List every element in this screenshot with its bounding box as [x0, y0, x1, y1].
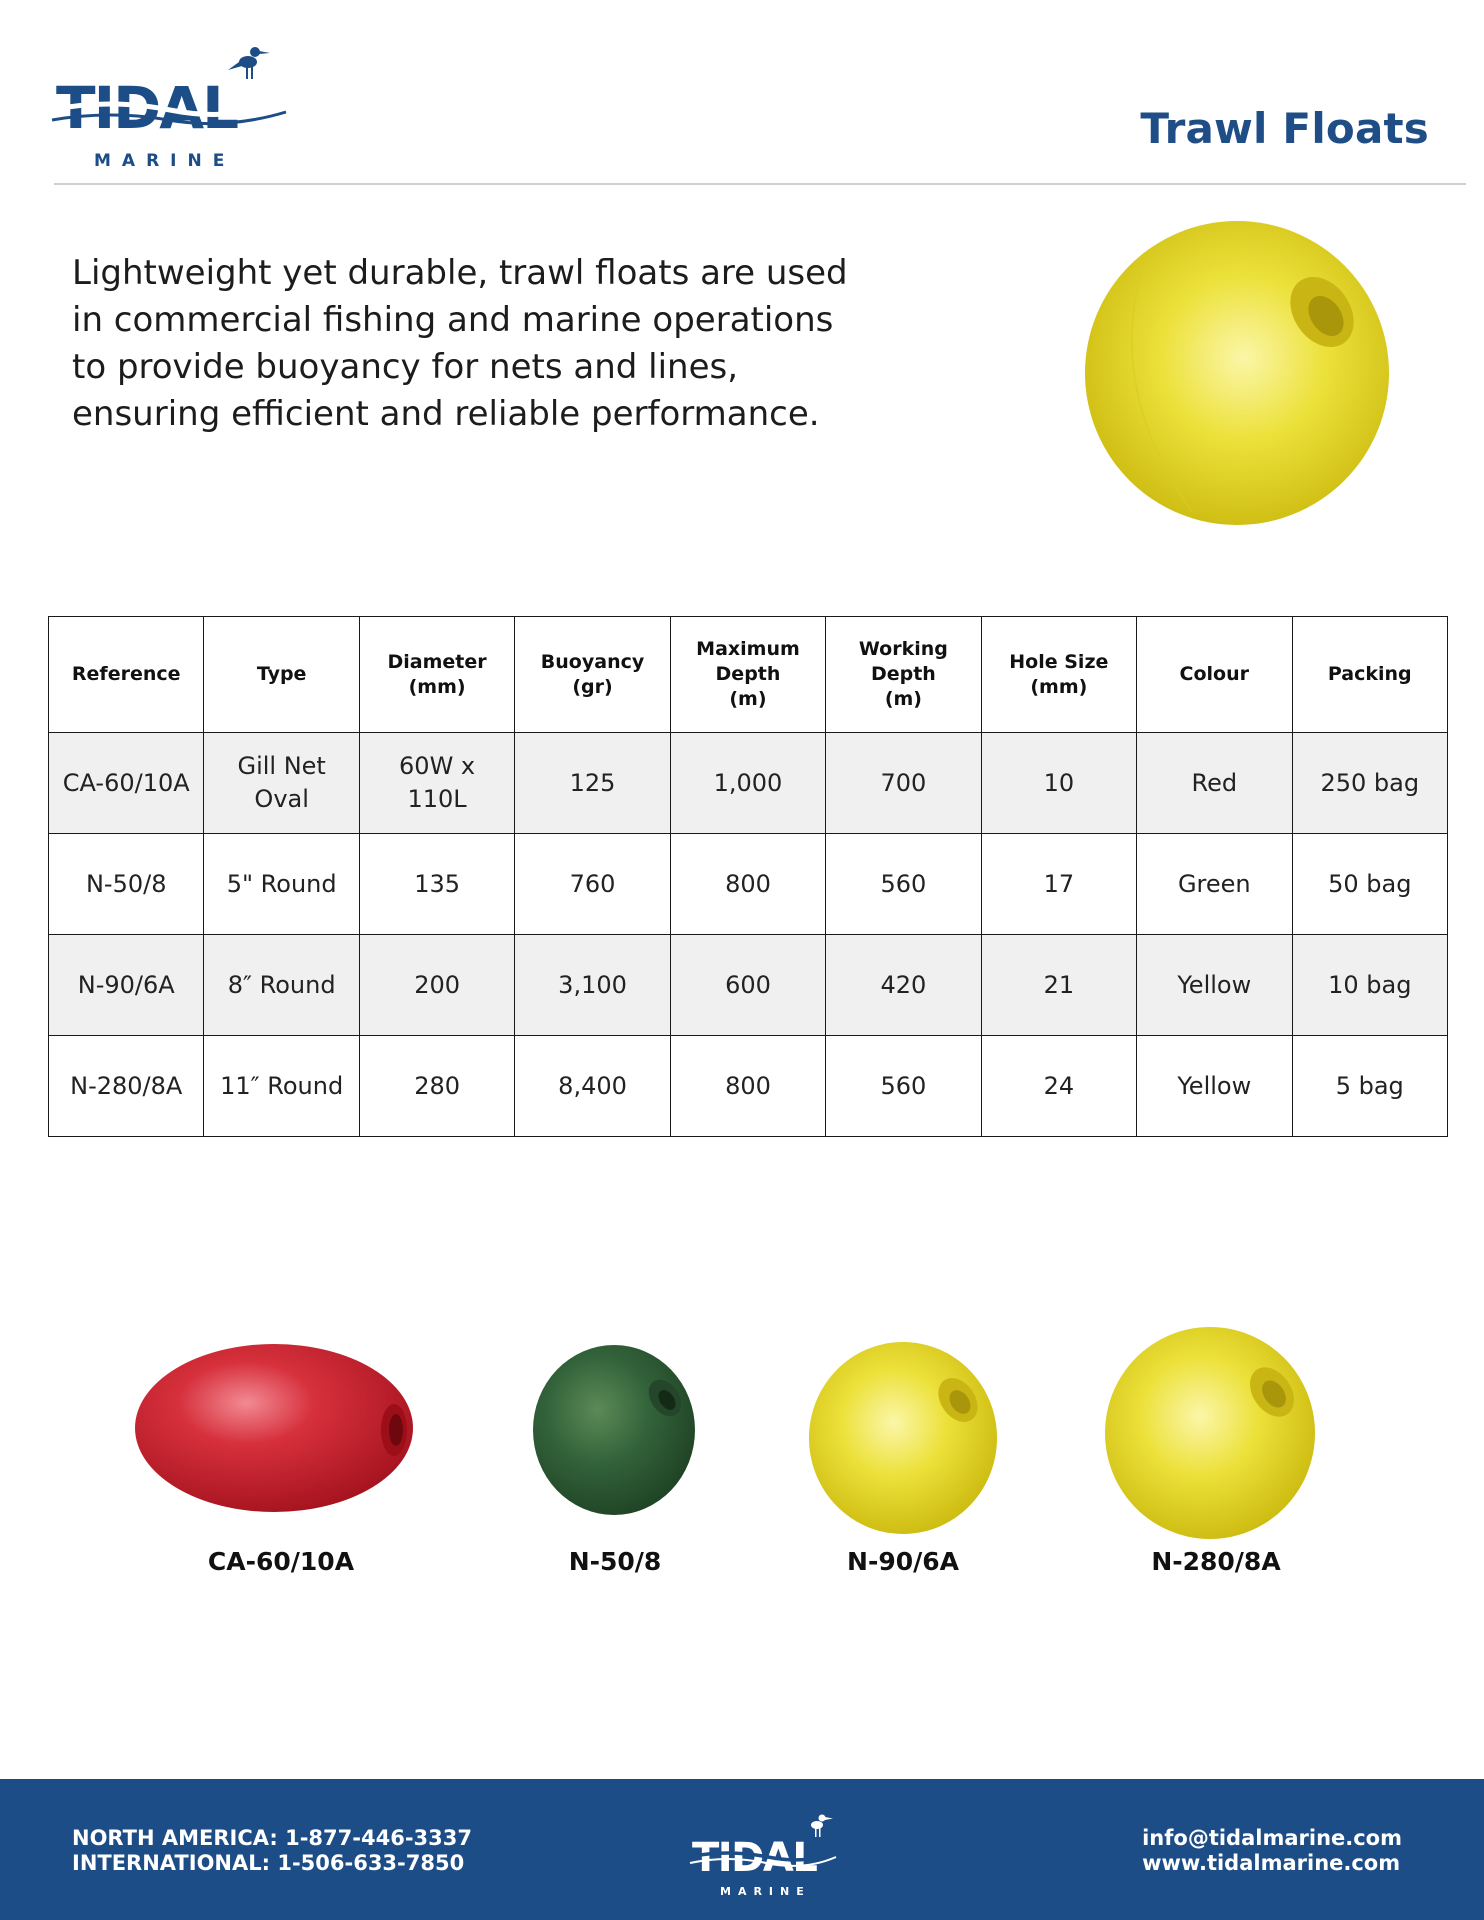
cell-type: 5" Round [204, 834, 359, 935]
cell-diameter: 280 [359, 1036, 514, 1137]
cell-hole-size: 21 [981, 935, 1136, 1036]
cell-reference: N-280/8A [49, 1036, 204, 1137]
cell-maximum-depth: 600 [670, 935, 825, 1036]
product-label: N-90/6A [847, 1547, 959, 1576]
hero-float-image [1082, 220, 1392, 530]
cell-working-depth: 420 [826, 935, 981, 1036]
product-image-red-oval-float [134, 1342, 416, 1514]
cell-buoyancy: 8,400 [515, 1036, 670, 1137]
cell-reference: CA-60/10A [49, 733, 204, 834]
website-link[interactable]: www.tidalmarine.com [1142, 1851, 1401, 1875]
phone-international: INTERNATIONAL: 1-506-633-7850 [72, 1851, 465, 1875]
cell-packing: 5 bag [1292, 1036, 1448, 1137]
product-image-green-round-float [532, 1340, 696, 1520]
column-header-maximum-depth: Maximum Depth (m) [670, 617, 825, 733]
cell-colour: Yellow [1137, 1036, 1292, 1137]
brand-logo [50, 40, 290, 170]
column-header-working-depth: Working Depth (m) [826, 617, 981, 733]
table-row [49, 733, 1448, 834]
product-label: N-280/8A [1151, 1547, 1281, 1576]
logo-subname: MARINE [94, 151, 236, 170]
cell-buoyancy: 760 [515, 834, 670, 935]
column-header-buoyancy: Buoyancy (gr) [515, 617, 670, 733]
table-header-row [49, 617, 1448, 733]
header-divider [54, 183, 1466, 185]
cell-buoyancy: 125 [515, 733, 670, 834]
cell-packing: 10 bag [1292, 935, 1448, 1036]
footer-phone-numbers [72, 1826, 472, 1876]
column-header-type: Type [204, 617, 359, 733]
email-link[interactable]: info@tidalmarine.com [1142, 1826, 1402, 1850]
product-label: CA-60/10A [207, 1547, 355, 1576]
cell-type: 11″ Round [204, 1036, 359, 1137]
cell-colour: Green [1137, 834, 1292, 935]
cell-colour: Red [1137, 733, 1292, 834]
column-header-packing: Packing [1292, 617, 1448, 733]
cell-reference: N-90/6A [49, 935, 204, 1036]
phone-north-america: NORTH AMERICA: 1-877-446-3337 [72, 1826, 472, 1850]
footer [0, 1779, 1484, 1920]
product-label: N-50/8 [568, 1547, 662, 1576]
column-header-colour: Colour [1137, 617, 1292, 733]
cell-working-depth: 700 [826, 733, 981, 834]
cell-hole-size: 17 [981, 834, 1136, 935]
cell-packing: 250 bag [1292, 733, 1448, 834]
cell-maximum-depth: 800 [670, 834, 825, 935]
column-header-diameter: Diameter (mm) [359, 617, 514, 733]
footer-logo-subname: MARINE [720, 1885, 811, 1898]
intro-paragraph: Lightweight yet durable, trawl floats are used in commercial fishing and marine operations to provide buoyancy for nets and lines, ensuring efficient and reliable performance. [72, 253, 848, 434]
cell-maximum-depth: 800 [670, 1036, 825, 1137]
product-image-large-yellow-round-float [1104, 1326, 1316, 1540]
table-row [49, 834, 1448, 935]
cell-hole-size: 10 [981, 733, 1136, 834]
table-row [49, 935, 1448, 1036]
cell-packing: 50 bag [1292, 834, 1448, 935]
cell-colour: Yellow [1137, 935, 1292, 1036]
column-header-reference: Reference [49, 617, 204, 733]
logo-wordmark: TIDAL [56, 74, 238, 142]
cell-type: 8″ Round [204, 935, 359, 1036]
cell-hole-size: 24 [981, 1036, 1136, 1137]
product-image-yellow-round-float [808, 1340, 998, 1536]
spec-table [48, 616, 1448, 1137]
page-title: Trawl Floats [1140, 104, 1429, 153]
cell-working-depth: 560 [826, 1036, 981, 1137]
cell-maximum-depth: 1,000 [670, 733, 825, 834]
cell-type: Gill Net Oval [204, 733, 359, 834]
cell-diameter: 200 [359, 935, 514, 1036]
cell-working-depth: 560 [826, 834, 981, 935]
footer-brand-logo [688, 1805, 838, 1905]
cell-diameter: 135 [359, 834, 514, 935]
footer-logo-wordmark: TIDAL [692, 1835, 817, 1881]
table-row [49, 1036, 1448, 1137]
cell-buoyancy: 3,100 [515, 935, 670, 1036]
cell-reference: N-50/8 [49, 834, 204, 935]
column-header-hole-size: Hole Size (mm) [981, 617, 1136, 733]
cell-diameter: 60W x 110L [359, 733, 514, 834]
footer-web-contact [1142, 1826, 1402, 1876]
